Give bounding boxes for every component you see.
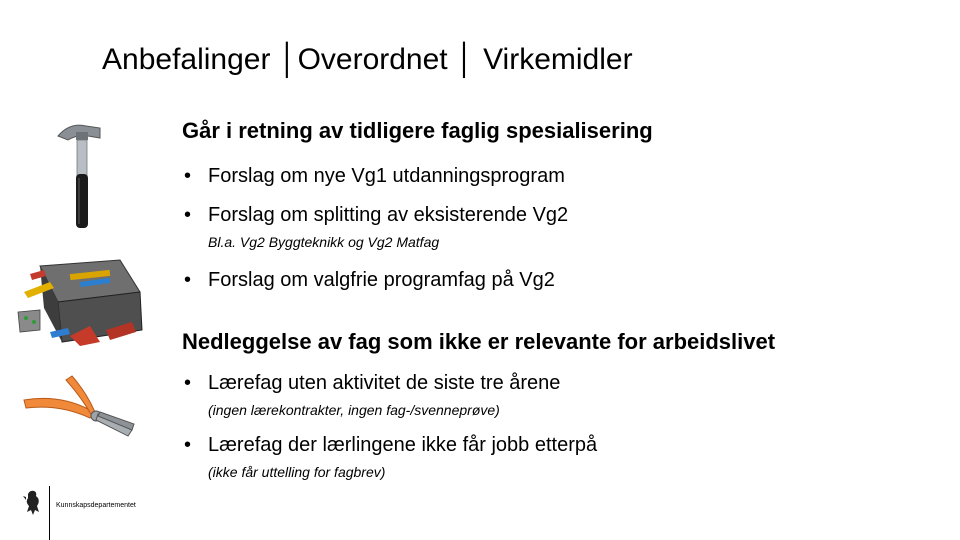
bullet-dot: • xyxy=(184,434,192,456)
toolbox-icon xyxy=(10,252,150,348)
section-1-bullet-2 xyxy=(184,204,568,227)
pliers-icon xyxy=(20,372,140,444)
section-1-bullet-1 xyxy=(184,165,565,188)
bullet-text: Forslag om valgfrie programfag på Vg2 xyxy=(208,269,555,291)
title-separator-2: │ xyxy=(455,43,475,76)
hammer-icon xyxy=(54,122,104,230)
bullet-dot: • xyxy=(184,204,192,226)
section-2-heading: Nedleggelse av fag som ikke er relevante for arbeidslivet xyxy=(182,329,776,354)
bullet-dot: • xyxy=(184,372,192,394)
section-1-heading: Går i retning av tidligere faglig spesialisering xyxy=(182,118,653,143)
title-part-2: Overordnet xyxy=(297,43,448,76)
bullet-text: Forslag om splitting av eksisterende Vg2 xyxy=(208,204,569,226)
footer-divider xyxy=(49,486,50,540)
slide-title xyxy=(102,38,633,82)
title-part-3: Virkemidler xyxy=(483,43,633,76)
bullet-text: Lærefag uten aktivitet de siste tre årene xyxy=(208,372,561,394)
bullet-dot: • xyxy=(184,269,192,291)
section-2-bullet-1 xyxy=(184,372,560,395)
footer-organization: Kunnskapsdepartementet xyxy=(56,502,136,509)
section-1-bullet-2-note: Bl.a. Vg2 Byggteknikk og Vg2 Matfag xyxy=(208,234,440,250)
bullet-text: Lærefag der lærlingene ikke får jobb etterpå xyxy=(208,434,598,456)
section-2-bullet-1-note: (ingen lærekontrakter, ingen fag-/svenneprøve) xyxy=(208,402,500,418)
section-2-bullet-2-note: (ikke får uttelling for fagbrev) xyxy=(208,464,386,480)
bullet-dot: • xyxy=(184,165,192,187)
bullet-text: Forslag om nye Vg1 utdanningsprogram xyxy=(208,165,565,187)
title-separator-1: │ xyxy=(278,43,298,76)
section-2-bullet-2 xyxy=(184,434,597,457)
title-part-1: Anbefalinger xyxy=(102,43,271,76)
lion-icon xyxy=(22,488,44,518)
section-1-bullet-3 xyxy=(184,269,555,292)
